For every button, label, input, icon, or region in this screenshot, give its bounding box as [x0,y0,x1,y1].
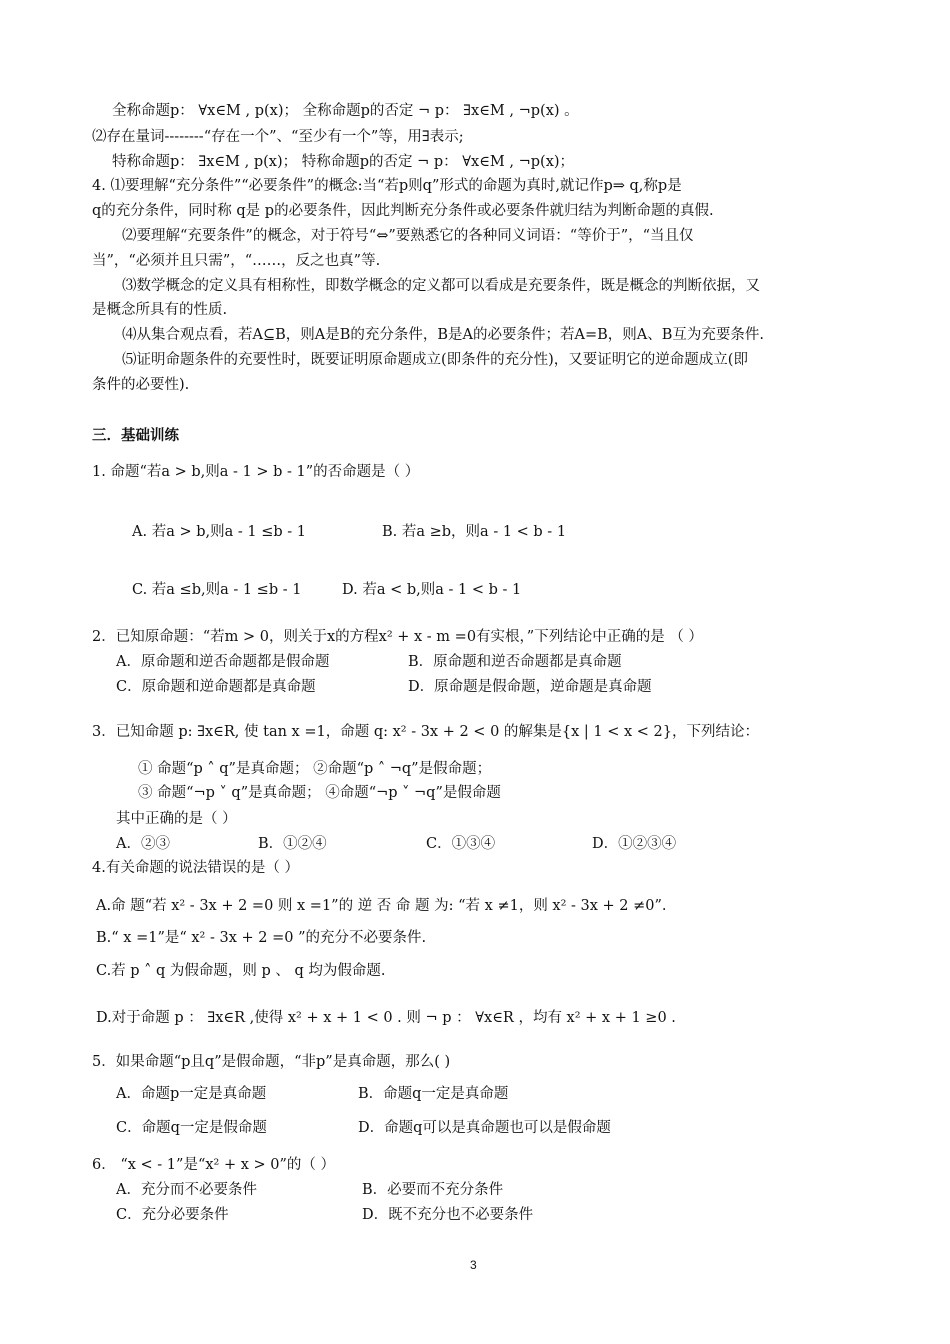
text-line: 是概念所具有的性质. [92,302,228,318]
q6-option-d: D．既不充分也不必要条件 [362,1207,534,1223]
question-3: 3．已知命题 p: ∃x∈R, 使 tan x =1，命题 q: x² - 3x + 2 < 0 的解集是{x | 1 < x < 2}，下列结论： [92,724,759,740]
text-line: 4. ⑴要理解“充分条件”“必要条件”的概念:当“若p则q”形式的命题为真时,就记作p⇒ q,称p是 [92,178,682,194]
q2-option-c: C．原命题和逆命题都是真命题 [116,679,316,695]
text-line: 全称命题p： ∀x∈M , p(x)； 全称命题p的否定 ¬ p： ∃x∈M , ¬p(x) 。 [112,103,579,119]
q3-prompt: 其中正确的是（ ） [116,811,237,827]
question-6: 6． “x < - 1”是“x² + x > 0”的（ ） [92,1157,336,1173]
text-line: ⑵要理解“充要条件”的概念，对于符号“⇔”要熟悉它的各种同义词语：“等价于”，“当且仅 [122,228,694,244]
q1-option-b: B. 若a ≥b，则a - 1 < b - 1 [382,524,567,540]
q2-option-b: B．原命题和逆否命题都是真命题 [408,654,622,670]
question-1: 1. 命题“若a > b,则a - 1 > b - 1”的否命题是（ ） [92,464,420,480]
text-line: 当”，“必须并且只需”，“……，反之也真”等. [92,253,381,269]
q6-option-a: A．充分而不必要条件 [116,1182,257,1198]
q3-option-b: B．①②④ [258,836,327,852]
question-4: 4.有关命题的说法错误的是（ ） [92,860,299,876]
text-line: ⑷从集合观点看，若A⊆B，则A是B的充分条件，B是A的必要条件；若A=B，则A、B互为充要条件. [122,327,765,343]
q4-option-d: D.对于命题 p ： ∃x∈R ,使得 x² + x + 1 < 0 . 则 ¬ p ： ∀x∈R ，均有 x² + x + 1 ≥0 . [96,1010,676,1026]
q2-option-d: D．原命题是假命题，逆命题是真命题 [408,679,652,695]
q3-option-c: C．①③④ [426,836,496,852]
q4-option-a: A.命 题“若 x² - 3x + 2 =0 则 x =1”的 逆 否 命 题 为: “若 x ≠1，则 x² - 3x + 2 ≠0”. [96,898,667,914]
q1-option-a: A. 若a > b,则a - 1 ≤b - 1 [132,524,306,540]
q3-statement: ③ 命题“¬p ˅ q”是真命题； ④命题“¬p ˅ ¬q”是假命题 [138,785,501,801]
q5-option-a: A．命题p一定是真命题 [116,1086,267,1102]
q3-statement: ① 命题“p ˄ q”是真命题； ②命题“p ˄ ¬q”是假命题； [138,761,492,777]
section-heading: 三．基础训练 [92,427,179,444]
q6-option-c: C．充分必要条件 [116,1207,229,1223]
q3-option-a: A．②③ [116,836,170,852]
text-line: ⑵存在量词--------“存在一个”、“至少有一个”等，用∃表示; [92,129,464,145]
question-5: 5．如果命题“p且q”是假命题，“非p”是真命题，那么( ) [92,1054,451,1070]
q5-option-c: C．命题q一定是假命题 [116,1120,267,1136]
text-line: ⑶数学概念的定义具有相称性，即数学概念的定义都可以看成是充要条件，既是概念的判断依据，又 [122,278,760,294]
q6-option-b: B．必要而不充分条件 [362,1182,504,1198]
q2-option-a: A．原命题和逆否命题都是假命题 [116,654,330,670]
question-2: 2．已知原命题：“若m > 0，则关于x的方程x² + x - m =0有实根，”下列结论中正确的是 （ ） [92,629,703,645]
page-number: 3 [470,1258,477,1272]
q1-option-c: C. 若a ≤b,则a - 1 ≤b - 1 [132,582,302,598]
text-line: ⑸证明命题条件的充要性时，既要证明原命题成立(即条件的充分性)，又要证明它的逆命题成立(即 [122,352,748,368]
q3-option-d: D．①②③④ [592,836,677,852]
q4-option-c: C.若 p ˄ q 为假命题，则 p 、 q 均为假命题. [96,963,386,979]
q5-option-d: D．命题q可以是真命题也可以是假命题 [358,1120,611,1136]
q5-option-b: B．命题q一定是真命题 [358,1086,509,1102]
text-line: q的充分条件，同时称 q是 p的必要条件，因此判断充分条件或必要条件就归结为判断命题的真假. [92,203,714,219]
text-line: 条件的必要性). [92,377,190,393]
text-line: 特称命题p： ∃x∈M , p(x)； 特称命题p的否定 ¬ p： ∀x∈M , ¬p(x)； [112,154,575,170]
q4-option-b: B.“ x =1”是“ x² - 3x + 2 =0 ”的充分不必要条件. [96,930,427,946]
q1-option-d: D. 若a < b,则a - 1 < b - 1 [342,582,522,598]
